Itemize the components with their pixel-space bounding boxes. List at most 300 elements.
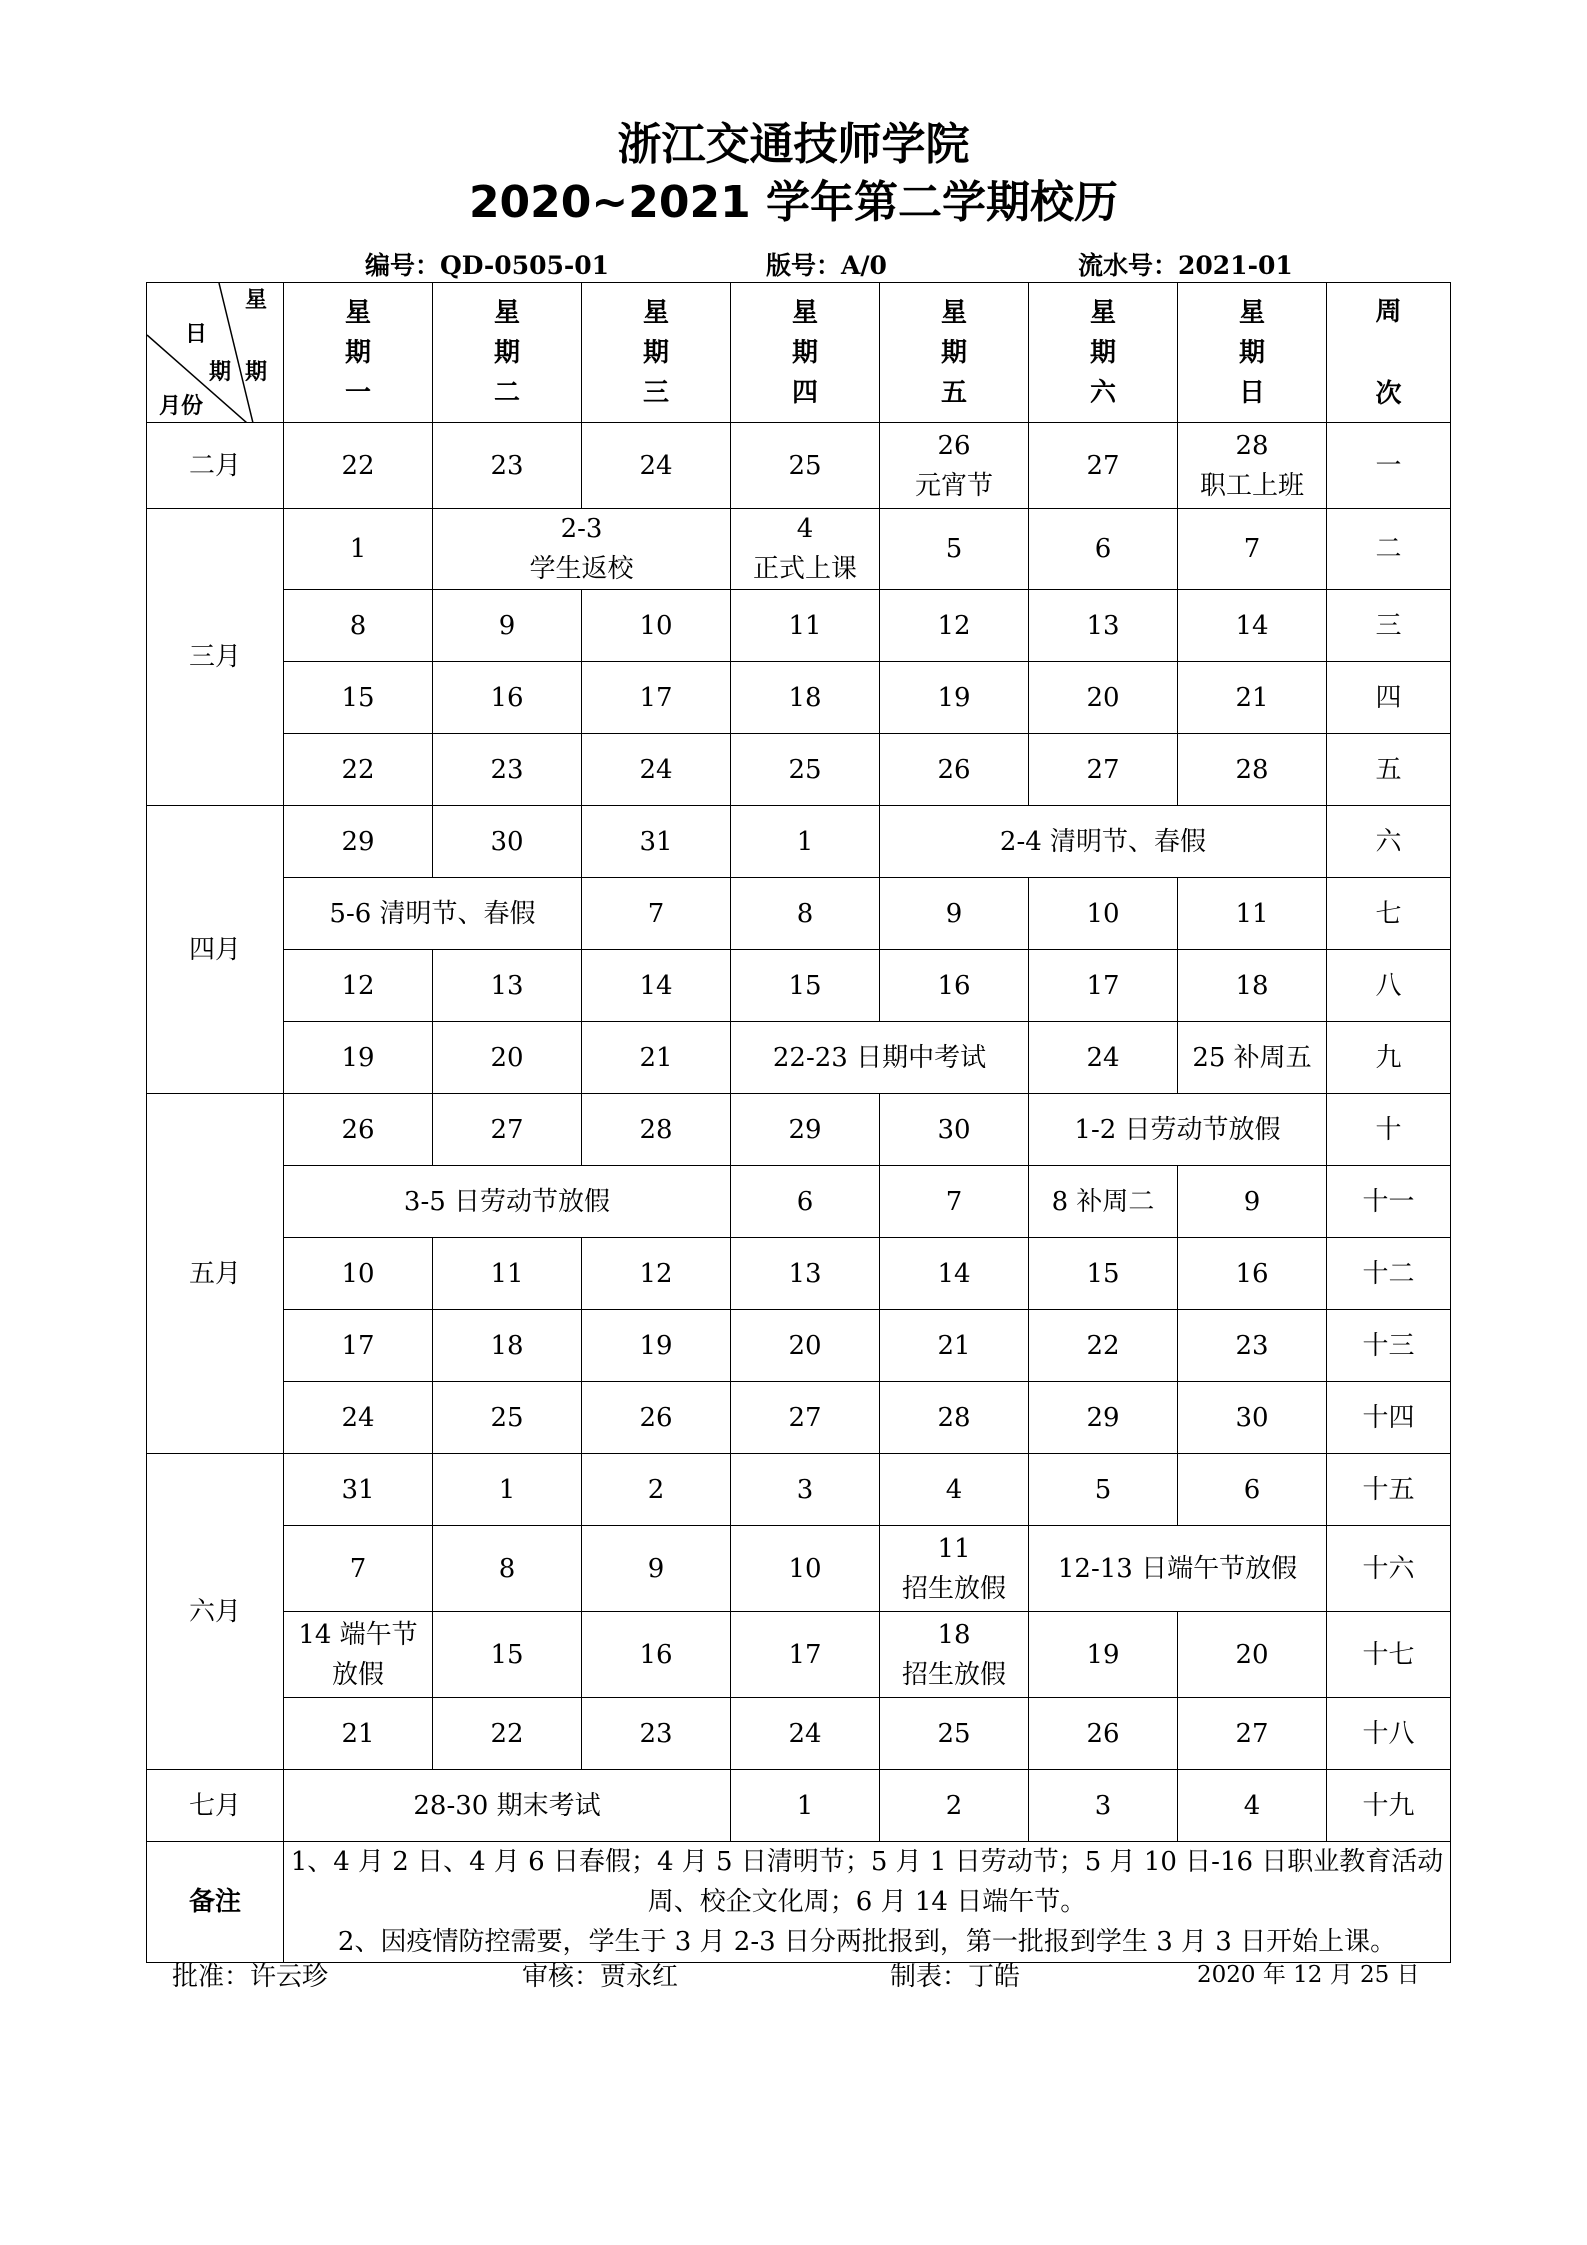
corner-label-qi-left: 期 bbox=[209, 360, 232, 385]
date-cell bbox=[1029, 590, 1178, 662]
cell-text: 28 bbox=[937, 1402, 971, 1433]
date-cell bbox=[582, 423, 731, 509]
week-number-cell: 九 bbox=[1327, 1022, 1451, 1094]
date-cell bbox=[433, 590, 582, 662]
cell-text: 14 bbox=[937, 1258, 971, 1289]
week-row bbox=[147, 950, 1451, 1022]
date-cell bbox=[433, 1238, 582, 1310]
date-cell bbox=[582, 590, 731, 662]
cell-text: 3-5 日劳动节放假 bbox=[403, 1186, 611, 1217]
cell-text: 20 bbox=[1086, 682, 1120, 713]
week-number-cell: 四 bbox=[1327, 662, 1451, 734]
cell-text: 21 bbox=[937, 1330, 971, 1361]
date-cell bbox=[880, 662, 1029, 734]
cell-text: 22 bbox=[490, 1718, 524, 1749]
cell-text: 18 bbox=[490, 1330, 524, 1361]
date-cell bbox=[284, 1382, 433, 1454]
date-cell bbox=[880, 1454, 1029, 1526]
date-cell bbox=[1178, 1698, 1327, 1770]
date-cell bbox=[1029, 1166, 1178, 1238]
cell-text: 7 bbox=[647, 898, 665, 929]
header-saturday: 星 期 六 bbox=[1029, 283, 1178, 423]
week-row bbox=[147, 1166, 1451, 1238]
corner-header-cell bbox=[147, 283, 284, 423]
date-cell bbox=[433, 1022, 582, 1094]
week-number-cell: 十五 bbox=[1327, 1454, 1451, 1526]
cell-text: 11 bbox=[490, 1258, 524, 1289]
date-cell bbox=[582, 1238, 731, 1310]
date-cell bbox=[1178, 1238, 1327, 1310]
cell-text: 20 bbox=[1235, 1639, 1269, 1670]
table-maker: 制表：丁皓 bbox=[890, 1962, 1021, 1992]
date-cell bbox=[433, 1698, 582, 1770]
cell-text: 17 bbox=[788, 1639, 822, 1670]
cell-text: 4 bbox=[945, 1474, 963, 1505]
date-cell bbox=[731, 590, 880, 662]
date-cell bbox=[582, 1454, 731, 1526]
date-cell bbox=[731, 1698, 880, 1770]
cell-text: 9 bbox=[498, 610, 516, 641]
header-wednesday: 星 期 三 bbox=[582, 283, 731, 423]
date-cell bbox=[1178, 878, 1327, 950]
notes-line: 1、4 月 2 日、4 月 6 日春假；4 月 5 日清明节；5 月 1 日劳动节；5 月 10 日-16 日职业教育活动周、校企文化周；6 月 14 日端午节。 bbox=[290, 1847, 1444, 1917]
approver: 批准：许云珍 bbox=[172, 1962, 329, 1992]
date-cell bbox=[1178, 662, 1327, 734]
date-cell bbox=[582, 1022, 731, 1094]
date-cell bbox=[1029, 662, 1178, 734]
date-cell bbox=[1029, 1698, 1178, 1770]
cell-text: 3 bbox=[796, 1474, 814, 1505]
date-cell bbox=[1029, 1454, 1178, 1526]
cell-text: 26 bbox=[639, 1402, 673, 1433]
cell-text: 1 bbox=[796, 826, 814, 857]
date-cell bbox=[582, 950, 731, 1022]
cell-text: 19 bbox=[341, 1042, 375, 1073]
cell-text: 19 bbox=[937, 682, 971, 713]
date-cell bbox=[731, 1310, 880, 1382]
corner-label-ri: 日 bbox=[185, 322, 208, 347]
event-cell bbox=[284, 878, 582, 950]
corner-label-qi-right: 期 bbox=[245, 360, 268, 385]
cell-text: 27 bbox=[1086, 450, 1120, 481]
week-row bbox=[147, 423, 1451, 509]
cell-text: 25 bbox=[788, 754, 822, 785]
cell-event-label: 招生放假 bbox=[901, 1573, 1006, 1604]
date-cell bbox=[731, 1382, 880, 1454]
cell-text: 17 bbox=[1086, 970, 1120, 1001]
week-row bbox=[147, 509, 1451, 590]
date-cell bbox=[582, 1310, 731, 1382]
cell-text: 27 bbox=[1235, 1718, 1269, 1749]
cell-event-label: 正式上课 bbox=[752, 554, 857, 584]
cell-event-label: 学生返校 bbox=[529, 554, 634, 584]
cell-text: 5 bbox=[945, 534, 963, 564]
event-cell bbox=[1029, 1094, 1327, 1166]
cell-text: 22 bbox=[341, 450, 375, 481]
cell-text: 9 bbox=[647, 1553, 665, 1584]
date-cell bbox=[880, 734, 1029, 806]
date-cell bbox=[1029, 878, 1178, 950]
date-cell bbox=[880, 1382, 1029, 1454]
date-cell bbox=[582, 1698, 731, 1770]
cell-text: 7 bbox=[1243, 534, 1261, 564]
cell-text: 1-2 日劳动节放假 bbox=[1074, 1114, 1281, 1145]
cell-text: 23 bbox=[639, 1718, 673, 1749]
cell-text: 26 bbox=[937, 754, 971, 785]
cell-text: 6 bbox=[1094, 534, 1112, 564]
date-cell bbox=[1178, 734, 1327, 806]
week-row bbox=[147, 1526, 1451, 1612]
cell-text: 10 bbox=[788, 1553, 822, 1584]
cell-text: 18 bbox=[788, 682, 822, 713]
date-cell bbox=[731, 1238, 880, 1310]
week-row bbox=[147, 1698, 1451, 1770]
cell-event-label: 招生放假 bbox=[901, 1659, 1006, 1690]
date-cell bbox=[433, 734, 582, 806]
cell-text: 15 bbox=[341, 682, 375, 713]
date-cell bbox=[1029, 1612, 1178, 1698]
date-cell bbox=[1029, 1770, 1178, 1842]
cell-text: 29 bbox=[788, 1114, 822, 1145]
date-cell bbox=[880, 1238, 1029, 1310]
date-cell bbox=[582, 878, 731, 950]
event-cell bbox=[1029, 1526, 1327, 1612]
corner-label-xing: 星 bbox=[245, 288, 268, 313]
school-title: 浙江交通技师学院 bbox=[617, 119, 970, 170]
date-cell bbox=[582, 1612, 731, 1698]
date-cell bbox=[582, 1526, 731, 1612]
month-cell: 三月 bbox=[147, 509, 284, 806]
cell-text: 24 bbox=[1086, 1042, 1120, 1073]
date-cell bbox=[284, 1310, 433, 1382]
cell-text: 10 bbox=[1086, 898, 1120, 929]
date-cell bbox=[1178, 1166, 1327, 1238]
date-cell bbox=[284, 1698, 433, 1770]
cell-text: 27 bbox=[788, 1402, 822, 1433]
date-cell bbox=[284, 1454, 433, 1526]
cell-text: 8 bbox=[349, 610, 367, 641]
week-number-cell: 十七 bbox=[1327, 1612, 1451, 1698]
week-row bbox=[147, 1238, 1451, 1310]
reviewer: 审核：贾永红 bbox=[522, 1962, 679, 1992]
notes-content bbox=[284, 1842, 1451, 1963]
cell-text: 21 bbox=[1235, 682, 1269, 713]
event-cell bbox=[880, 423, 1029, 509]
cell-text: 20 bbox=[788, 1330, 822, 1361]
cell-text: 23 bbox=[490, 450, 524, 481]
cell-text: 15 bbox=[1086, 1258, 1120, 1289]
cell-text: 4 bbox=[796, 514, 814, 544]
week-number-cell: 七 bbox=[1327, 878, 1451, 950]
date-cell bbox=[880, 1166, 1029, 1238]
cell-text: 21 bbox=[341, 1718, 375, 1749]
date-cell bbox=[433, 1094, 582, 1166]
date-cell bbox=[731, 1454, 880, 1526]
cell-text: 30 bbox=[937, 1114, 971, 1145]
date-cell bbox=[1178, 950, 1327, 1022]
date-cell bbox=[731, 734, 880, 806]
date-cell bbox=[582, 806, 731, 878]
cell-text: 1 bbox=[349, 534, 367, 564]
cell-event-label: 元宵节 bbox=[914, 470, 993, 501]
cell-text: 17 bbox=[639, 682, 673, 713]
event-cell bbox=[284, 1770, 731, 1842]
date-cell bbox=[1178, 590, 1327, 662]
date-cell bbox=[433, 1612, 582, 1698]
week-row bbox=[147, 662, 1451, 734]
date-cell bbox=[880, 590, 1029, 662]
date-cell bbox=[433, 423, 582, 509]
cell-text: 12 bbox=[937, 610, 971, 641]
date-cell bbox=[433, 662, 582, 734]
week-number-cell: 十八 bbox=[1327, 1698, 1451, 1770]
date-cell bbox=[433, 806, 582, 878]
cell-text: 14 bbox=[639, 970, 673, 1001]
cell-text: 13 bbox=[788, 1258, 822, 1289]
cell-text: 2 bbox=[647, 1474, 665, 1505]
cell-text: 26 bbox=[937, 430, 971, 461]
cell-text: 14 bbox=[1235, 610, 1269, 641]
month-cell: 二月 bbox=[147, 423, 284, 509]
date-cell bbox=[1178, 1454, 1327, 1526]
date-cell bbox=[582, 734, 731, 806]
cell-event-label: 职工上班 bbox=[1199, 470, 1304, 501]
date-cell bbox=[1029, 734, 1178, 806]
cell-text: 17 bbox=[341, 1330, 375, 1361]
cell-text: 11 bbox=[1235, 898, 1269, 929]
week-row bbox=[147, 590, 1451, 662]
header-monday: 星 期 一 bbox=[284, 283, 433, 423]
cell-text: 27 bbox=[490, 1114, 524, 1145]
cell-text: 24 bbox=[788, 1718, 822, 1749]
week-row bbox=[147, 878, 1451, 950]
cell-text: 18 bbox=[1235, 970, 1269, 1001]
week-row bbox=[147, 1094, 1451, 1166]
week-number-cell: 十三 bbox=[1327, 1310, 1451, 1382]
date-cell bbox=[582, 1094, 731, 1166]
date-cell bbox=[1029, 950, 1178, 1022]
cell-text: 4 bbox=[1243, 1790, 1261, 1821]
notes-line: 2、因疫情防控需要，学生于 3 月 2-3 日分两批报到，第一批报到学生 3 月 3 日开始上课。 bbox=[337, 1927, 1397, 1957]
date-cell bbox=[1029, 1382, 1178, 1454]
cell-text: 25 补周五 bbox=[1192, 1042, 1312, 1073]
date-cell bbox=[731, 1526, 880, 1612]
date-cell bbox=[284, 950, 433, 1022]
cell-text: 31 bbox=[341, 1474, 375, 1505]
cell-text: 28-30 期末考试 bbox=[413, 1790, 601, 1821]
date-cell bbox=[880, 509, 1029, 590]
date-cell bbox=[880, 1310, 1029, 1382]
cell-text: 22 bbox=[341, 754, 375, 785]
cell-text: 8 bbox=[498, 1553, 516, 1584]
month-cell: 四月 bbox=[147, 806, 284, 1094]
week-row bbox=[147, 1022, 1451, 1094]
week-number-cell: 十六 bbox=[1327, 1526, 1451, 1612]
date-cell bbox=[880, 950, 1029, 1022]
calendar-title: 2020~2021 学年第二学期校历 bbox=[468, 177, 1119, 228]
event-cell bbox=[880, 1526, 1029, 1612]
cell-text: 5 bbox=[1094, 1474, 1112, 1505]
date-cell bbox=[1178, 1612, 1327, 1698]
date-cell bbox=[284, 1526, 433, 1612]
cell-text: 1 bbox=[796, 1790, 814, 1821]
cell-text: 25 bbox=[937, 1718, 971, 1749]
cell-text: 25 bbox=[788, 450, 822, 481]
cell-text: 28 bbox=[1235, 754, 1269, 785]
date-cell bbox=[433, 1454, 582, 1526]
cell-text: 7 bbox=[945, 1186, 963, 1217]
cell-text: 3 bbox=[1094, 1790, 1112, 1821]
date-cell bbox=[284, 734, 433, 806]
date-cell bbox=[880, 878, 1029, 950]
doc-number: 编号：QD-0505-01 bbox=[365, 251, 610, 280]
event-cell bbox=[284, 1166, 731, 1238]
cell-text: 12 bbox=[639, 1258, 673, 1289]
school-calendar-table bbox=[146, 282, 1451, 1963]
date-cell bbox=[284, 806, 433, 878]
cell-text: 8 补周二 bbox=[1051, 1186, 1155, 1217]
date-cell bbox=[880, 1770, 1029, 1842]
cell-text: 29 bbox=[341, 826, 375, 857]
event-cell bbox=[731, 509, 880, 590]
serial-number: 流水号：2021-01 bbox=[1078, 251, 1293, 280]
cell-text: 30 bbox=[1235, 1402, 1269, 1433]
date-cell bbox=[731, 806, 880, 878]
week-row bbox=[147, 1310, 1451, 1382]
cell-text: 25 bbox=[490, 1402, 524, 1433]
cell-text: 16 bbox=[490, 682, 524, 713]
cell-text: 12 bbox=[341, 970, 375, 1001]
corner-label-yuefen: 月份 bbox=[159, 394, 204, 419]
header-tuesday: 星 期 二 bbox=[433, 283, 582, 423]
week-number-cell: 十九 bbox=[1327, 1770, 1451, 1842]
cell-text: 11 bbox=[788, 610, 822, 641]
date-cell bbox=[284, 1022, 433, 1094]
cell-text: 9 bbox=[945, 898, 963, 929]
week-number-cell: 十二 bbox=[1327, 1238, 1451, 1310]
cell-text: 18 bbox=[937, 1619, 971, 1650]
cell-text: 7 bbox=[349, 1553, 367, 1584]
cell-text: 1 bbox=[498, 1474, 516, 1505]
date-cell bbox=[433, 950, 582, 1022]
event-cell bbox=[284, 1612, 433, 1698]
cell-text: 14 端午节 bbox=[298, 1619, 418, 1650]
date-cell bbox=[731, 1770, 880, 1842]
date-cell bbox=[433, 1382, 582, 1454]
date-cell bbox=[731, 878, 880, 950]
week-number-cell: 十四 bbox=[1327, 1382, 1451, 1454]
date-cell bbox=[582, 662, 731, 734]
week-number-cell: 六 bbox=[1327, 806, 1451, 878]
header-friday: 星 期 五 bbox=[880, 283, 1029, 423]
cell-text: 26 bbox=[1086, 1718, 1120, 1749]
date-cell bbox=[1029, 1238, 1178, 1310]
notes-label: 备注 bbox=[147, 1842, 284, 1963]
date-cell bbox=[284, 1094, 433, 1166]
cell-text: 27 bbox=[1086, 754, 1120, 785]
cell-text: 12-13 日端午节放假 bbox=[1057, 1553, 1298, 1584]
week-number-cell: 十 bbox=[1327, 1094, 1451, 1166]
cell-text: 19 bbox=[639, 1330, 673, 1361]
date-cell bbox=[284, 423, 433, 509]
week-row bbox=[147, 734, 1451, 806]
date-cell bbox=[1029, 509, 1178, 590]
week-number-cell: 三 bbox=[1327, 590, 1451, 662]
header-sunday: 星 期 日 bbox=[1178, 283, 1327, 423]
date-cell bbox=[433, 1310, 582, 1382]
cell-text: 2-3 bbox=[560, 514, 603, 544]
cell-text: 23 bbox=[490, 754, 524, 785]
cell-text: 2 bbox=[945, 1790, 963, 1821]
issue-date: 2020 年 12 月 25 日 bbox=[1197, 1962, 1420, 1988]
date-cell bbox=[731, 662, 880, 734]
date-cell bbox=[1178, 1770, 1327, 1842]
cell-text: 16 bbox=[937, 970, 971, 1001]
week-number-cell: 二 bbox=[1327, 509, 1451, 590]
cell-text: 8 bbox=[796, 898, 814, 929]
date-cell bbox=[731, 1166, 880, 1238]
date-cell bbox=[433, 1526, 582, 1612]
cell-text: 23 bbox=[1235, 1330, 1269, 1361]
cell-text: 16 bbox=[639, 1639, 673, 1670]
cell-text: 2-4 清明节、春假 bbox=[999, 826, 1207, 857]
cell-text: 28 bbox=[1235, 430, 1269, 461]
cell-text: 15 bbox=[490, 1639, 524, 1670]
cell-text: 22 bbox=[1086, 1330, 1120, 1361]
week-row bbox=[147, 806, 1451, 878]
month-cell: 六月 bbox=[147, 1454, 284, 1770]
notes-row bbox=[147, 1842, 1451, 1963]
cell-text: 11 bbox=[937, 1533, 971, 1564]
cell-text: 21 bbox=[639, 1042, 673, 1073]
date-cell bbox=[1178, 1382, 1327, 1454]
cell-text: 19 bbox=[1086, 1639, 1120, 1670]
week-row bbox=[147, 1770, 1451, 1842]
cell-text: 24 bbox=[341, 1402, 375, 1433]
date-cell bbox=[731, 950, 880, 1022]
date-cell bbox=[880, 1698, 1029, 1770]
event-cell bbox=[880, 806, 1327, 878]
date-cell bbox=[731, 1612, 880, 1698]
cell-text: 30 bbox=[490, 826, 524, 857]
event-cell bbox=[433, 509, 731, 590]
event-cell bbox=[1178, 423, 1327, 509]
week-row bbox=[147, 1382, 1451, 1454]
cell-text: 31 bbox=[639, 826, 673, 857]
cell-text: 10 bbox=[341, 1258, 375, 1289]
date-cell bbox=[1178, 1022, 1327, 1094]
cell-text: 22-23 日期中考试 bbox=[772, 1042, 987, 1073]
cell-text: 28 bbox=[639, 1114, 673, 1145]
cell-text: 24 bbox=[639, 450, 673, 481]
date-cell bbox=[731, 423, 880, 509]
week-number-cell: 一 bbox=[1327, 423, 1451, 509]
week-row bbox=[147, 1612, 1451, 1698]
date-cell bbox=[582, 1382, 731, 1454]
cell-text: 15 bbox=[788, 970, 822, 1001]
cell-text: 29 bbox=[1086, 1402, 1120, 1433]
date-cell bbox=[1029, 1310, 1178, 1382]
week-number-cell: 五 bbox=[1327, 734, 1451, 806]
month-cell: 五月 bbox=[147, 1094, 284, 1454]
week-number-cell: 八 bbox=[1327, 950, 1451, 1022]
date-cell bbox=[1029, 423, 1178, 509]
month-cell: 七月 bbox=[147, 1770, 284, 1842]
cell-text: 20 bbox=[490, 1042, 524, 1073]
header-week-number: 周 次 bbox=[1327, 283, 1451, 423]
event-cell bbox=[731, 1022, 1029, 1094]
date-cell bbox=[284, 1238, 433, 1310]
